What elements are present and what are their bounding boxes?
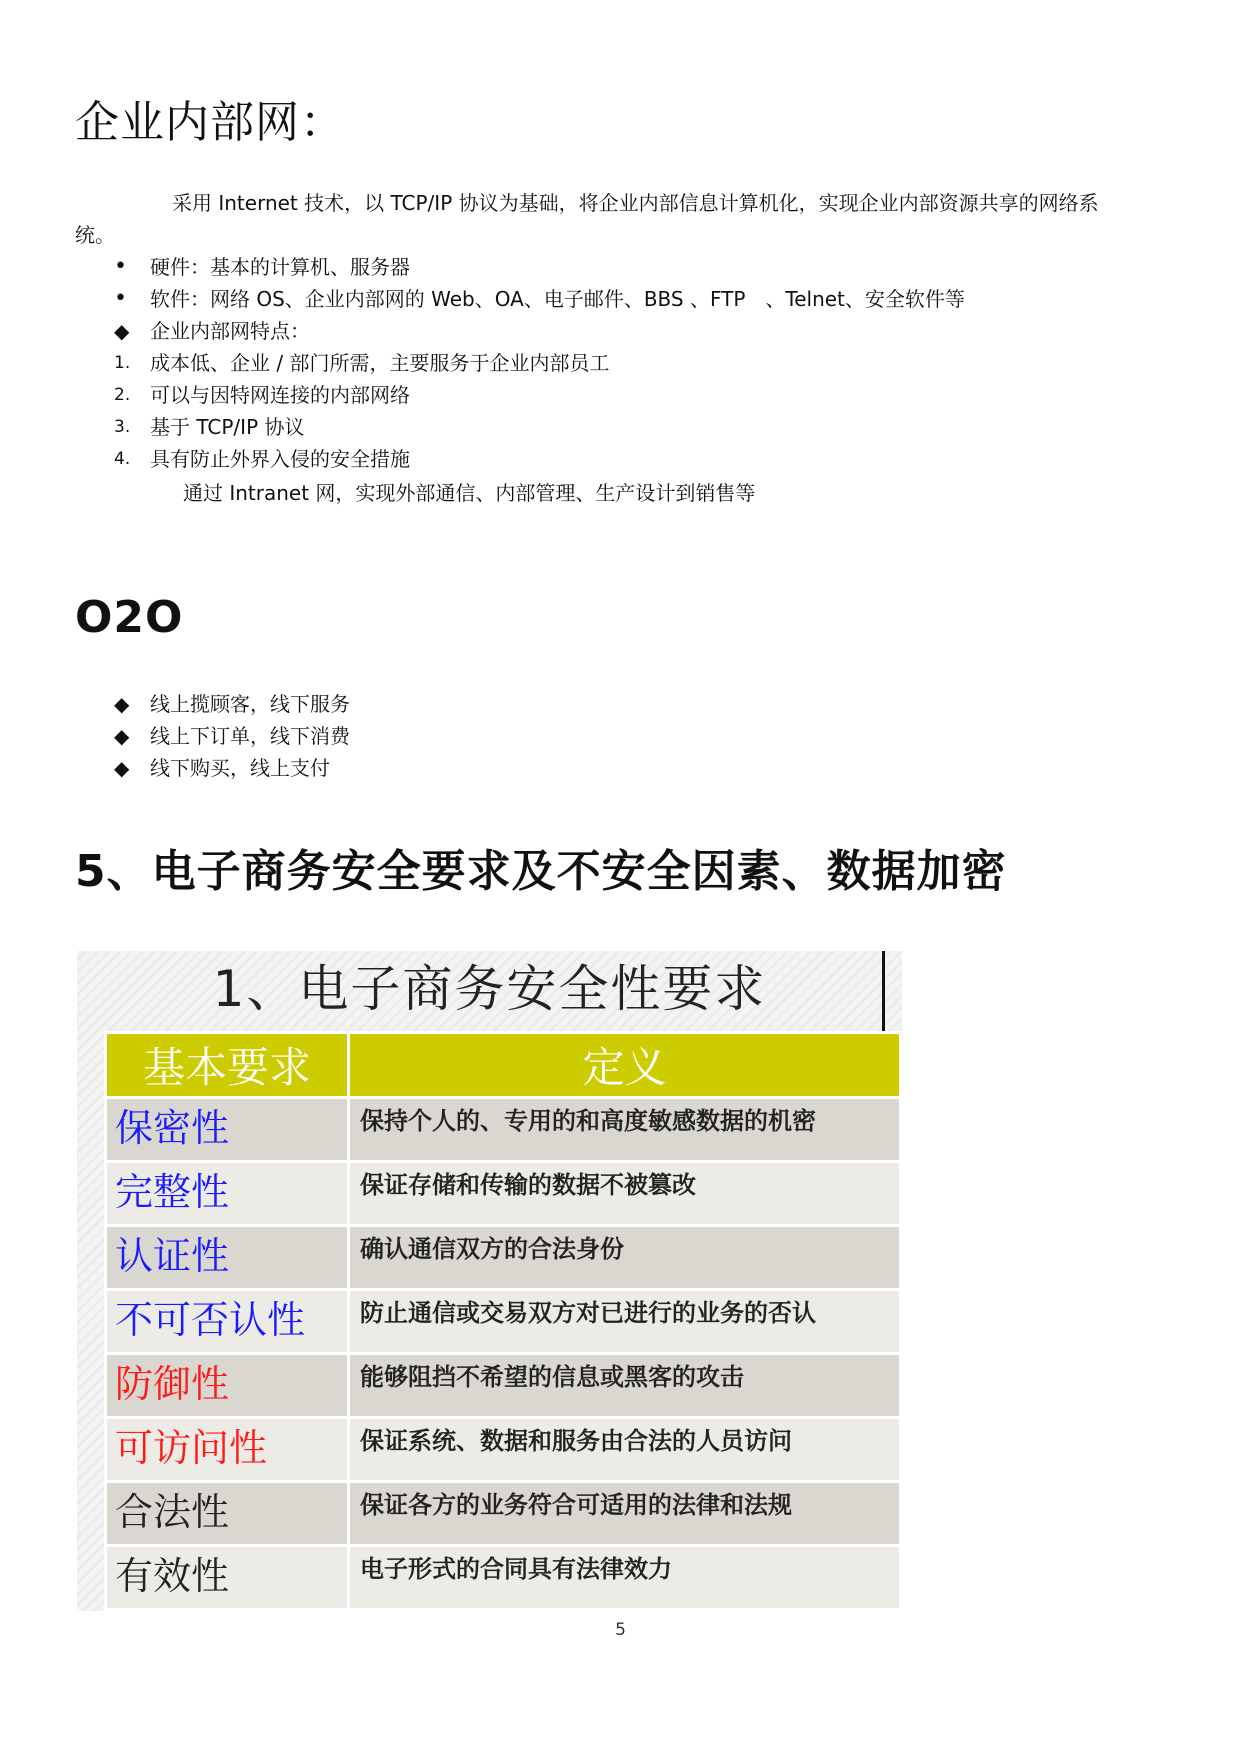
requirement-cell: 合法性: [106, 1482, 349, 1546]
requirement-cell: 不可否认性: [106, 1290, 349, 1354]
list-item: [112, 688, 350, 720]
table-row: [106, 1226, 901, 1290]
section-heading-o2o: O2O: [75, 592, 184, 643]
definition-cell: 电子形式的合同具有法律效力: [349, 1546, 901, 1610]
requirements-body: [106, 1098, 901, 1610]
list-item-text: 线下购买，线上支付: [150, 756, 330, 780]
bullet-dot-icon: •: [114, 286, 127, 311]
table-header-row: [106, 1033, 901, 1098]
list-item-text: 线上揽顾客，线下服务: [150, 692, 350, 716]
list-number: 4.: [114, 449, 131, 469]
figure-title-divider: [882, 951, 885, 1031]
definition-cell: 保证各方的业务符合可适用的法律和法规: [349, 1482, 901, 1546]
requirement-cell: 认证性: [106, 1226, 349, 1290]
security-requirements-figure: [77, 951, 902, 1611]
list-number: 3.: [114, 417, 131, 437]
list-item-text: 线上下订单，线下消费: [150, 724, 350, 748]
list-item: [112, 315, 965, 347]
list-item: [112, 379, 965, 411]
definition-cell: 防止通信或交易双方对已进行的业务的否认: [349, 1290, 901, 1354]
table-row: [106, 1354, 901, 1418]
list-item: [112, 347, 965, 379]
list-item: [112, 411, 965, 443]
list-item-text: 软件：网络 OS、企业内部网的 Web、OA、电子邮件、BBS 、FTP 、Telnet、安全软件等: [150, 287, 965, 311]
requirement-cell: 有效性: [106, 1546, 349, 1610]
table-row: [106, 1290, 901, 1354]
requirements-table: [104, 1031, 902, 1611]
requirement-cell: 保密性: [106, 1098, 349, 1162]
definition-cell: 能够阻挡不希望的信息或黑客的攻击: [349, 1354, 901, 1418]
table-row: [106, 1546, 901, 1610]
list-item-text: 基于 TCP/IP 协议: [150, 415, 305, 439]
list-item: [112, 283, 965, 315]
bullet-diamond-icon: ◆: [114, 319, 130, 343]
requirement-cell: 可访问性: [106, 1418, 349, 1482]
bullet-diamond-icon: ◆: [114, 724, 130, 748]
requirement-cell: 防御性: [106, 1354, 349, 1418]
page-number: 5: [615, 1620, 626, 1640]
definition-cell: 保证存储和传输的数据不被篡改: [349, 1162, 901, 1226]
list-item: [112, 720, 350, 752]
requirement-cell: 完整性: [106, 1162, 349, 1226]
list-item-text: 企业内部网特点：: [150, 319, 310, 343]
intranet-paragraph-line1: 采用 Internet 技术，以 TCP/IP 协议为基础，将企业内部信息计算机化，实现企业内部资源共享的网络系: [172, 191, 1099, 215]
section-heading-intranet: 企业内部网：: [75, 97, 345, 148]
list-number: 2.: [114, 385, 131, 405]
definition-cell: 确认通信双方的合法身份: [349, 1226, 901, 1290]
definition-cell: 保持个人的、专用的和高度敏感数据的机密: [349, 1098, 901, 1162]
bullet-diamond-icon: ◆: [114, 692, 130, 716]
list-number: 1.: [114, 353, 131, 373]
list-item-text: 可以与因特网连接的内部网络: [150, 383, 410, 407]
header-definition: 定义: [349, 1033, 901, 1098]
list-item-text: 具有防止外界入侵的安全措施: [150, 447, 410, 471]
bullet-dot-icon: •: [114, 254, 127, 279]
figure-title: 1、电子商务安全性要求: [212, 960, 767, 1018]
list-item: [112, 251, 965, 283]
table-row: [106, 1162, 901, 1226]
o2o-list: [112, 688, 350, 784]
list-item: [112, 443, 965, 475]
list-item: [112, 752, 350, 784]
table-row: [106, 1418, 901, 1482]
list-item-text: 硬件：基本的计算机、服务器: [150, 255, 410, 279]
bullet-diamond-icon: ◆: [114, 756, 130, 780]
intranet-trailing-line: 通过 Intranet 网，实现外部通信、内部管理、生产设计到销售等: [183, 481, 756, 505]
table-row: [106, 1098, 901, 1162]
list-item-text: 成本低、企业 / 部门所需，主要服务于企业内部员工: [150, 351, 610, 375]
intranet-paragraph-line2: 统。: [75, 223, 115, 247]
section-heading-ecommerce-security: 5、电子商务安全要求及不安全因素、数据加密: [75, 846, 1007, 897]
intranet-list: [112, 251, 965, 475]
table-row: [106, 1482, 901, 1546]
header-basic-requirement: 基本要求: [106, 1033, 349, 1098]
definition-cell: 保证系统、数据和服务由合法的人员访问: [349, 1418, 901, 1482]
